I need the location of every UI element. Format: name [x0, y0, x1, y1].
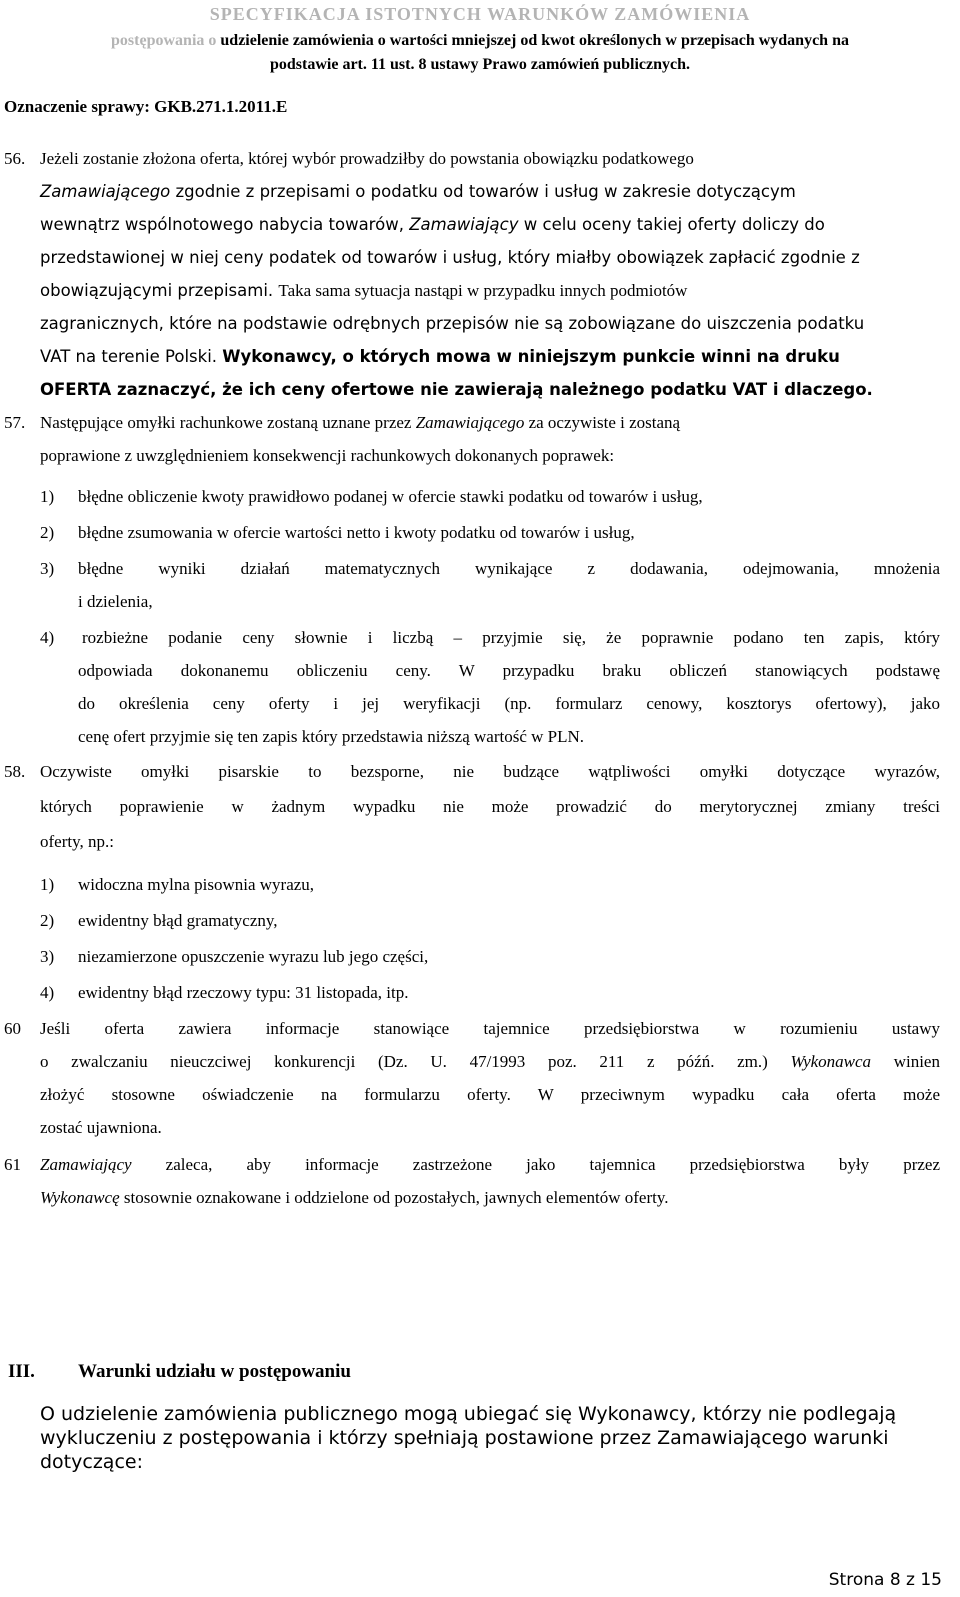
paragraph-61-line-2: [40, 1181, 940, 1214]
list-item: ewidentny błąd rzeczowy typu: 31 listopada, itp.: [78, 983, 409, 1002]
list-item: widoczna mylna pisownia wyrazu,: [78, 875, 315, 894]
page-number: Strona 8 z 15: [828, 1570, 942, 1590]
list-item-number: 3): [40, 947, 55, 966]
emphasis: Wykonawcę: [40, 1188, 120, 1207]
list-item: ewidentny błąd gramatyczny,: [78, 911, 278, 930]
emphasis: Zamawiający: [409, 215, 519, 234]
list-item-number: 4): [40, 983, 55, 1002]
text: VAT na terenie Polski.: [40, 347, 223, 366]
document-header-line: [0, 32, 960, 50]
list-item-continuation: odpowiada dokonanemu obliczeniu ceny. W przypadku braku obliczeń stanowiących podstawę: [78, 661, 940, 680]
emphasis: Zamawiającego: [40, 182, 171, 201]
paragraph-56-line-6: zagranicznych, które na podstawie odrębnych przepisów nie są zobowiązane do uiszczenia podatku: [40, 314, 865, 333]
text: za oczywiste i zostaną: [524, 413, 681, 432]
paragraph-57-line-1: [40, 406, 940, 439]
list-item: błędne wyniki działań matematycznych wynikające z dodawania, odejmowania, mnożenia: [78, 559, 940, 578]
list-item: niezamierzone opuszczenie wyrazu lub jego części,: [78, 947, 429, 966]
paragraph-60-line-1: Jeśli oferta zawiera informacje stanowiące tajemnice przedsiębiorstwa w rozumieniu ustawy: [40, 1019, 940, 1038]
list-item: rozbieżne podanie ceny słownie i liczbą – przyjmie się, że poprawnie podano ten zapis, który: [82, 628, 940, 647]
text: winien: [871, 1052, 940, 1071]
list-item-number: 2): [40, 523, 55, 542]
paragraph-56-line-5: [40, 274, 940, 307]
bold-text: Wykonawcy, o których mowa w niniejszym punkcie winni na druku: [222, 347, 840, 366]
paragraph-number-61: 61: [4, 1155, 21, 1174]
section-title: Warunki udziału w postępowaniu: [78, 1361, 351, 1382]
paragraph-number-56: 56.: [4, 149, 26, 168]
emphasis: Zamawiający: [40, 1155, 132, 1174]
list-item-number: 1): [40, 487, 55, 506]
emphasis: Wykonawca: [790, 1052, 872, 1071]
paragraph-60-line-4: zostać ujawniona.: [40, 1118, 162, 1137]
paragraph-60-line-2: [40, 1045, 940, 1078]
paragraph-56-line-8: OFERTA zaznaczyć, że ich ceny ofertowe nie zawierają należnego podatku VAT i dlaczego.: [40, 380, 873, 399]
text: obowiązującymi przepisami.: [40, 281, 279, 300]
paragraph-number-60: 60: [4, 1019, 21, 1038]
case-number: Oznaczenie sprawy: GKB.271.1.2011.E: [4, 97, 288, 116]
paragraph-58-line-3: oferty, np.:: [40, 832, 114, 851]
list-item-continuation: do określenia ceny oferty i jej weryfikacji (np. formularz cenowy, kosztorys ofertowy), jako: [78, 694, 940, 713]
paragraph-56-line-4: przedstawionej w niej ceny podatek od towarów i usług, który miałby obowiązek zapłacić zgodnie z: [40, 248, 860, 267]
text: stosownie oznakowane i oddzielone od pozostałych, jawnych elementów oferty.: [119, 1188, 669, 1207]
paragraph-57-line-2: poprawione z uwzględnieniem konsekwencji rachunkowych dokonanych poprawek:: [40, 446, 615, 465]
text: o zwalczaniu nieuczciwej konkurencji (Dz. U. 47/1993 poz. 211 z późń. zm.): [40, 1052, 791, 1071]
list-item-number: 4): [40, 628, 55, 647]
paragraph-60-line-3: złożyć stosowne oświadczenie na formularzu oferty. W przeciwnym wypadku cała oferta może: [40, 1085, 940, 1104]
paragraph-56-line-3: [40, 208, 940, 241]
list-item-number: 3): [40, 559, 55, 578]
header-faded-text: postępowania o: [111, 32, 217, 49]
emphasis: Zamawiającego: [415, 413, 525, 432]
document-header-title: SPECYFIKACJA ISTOTNYCH WARUNKÓW ZAMÓWIENIA: [209, 4, 751, 24]
paragraph-number-57: 57.: [4, 413, 26, 432]
list-item-number: 2): [40, 911, 55, 930]
paragraph-56-line-1: Jeżeli zostanie złożona oferta, której wybór prowadziłby do powstania obowiązku podatkowego: [40, 149, 694, 168]
paragraph-61-line-1: [40, 1148, 940, 1181]
paragraph-number-58: 58.: [4, 762, 26, 781]
text: Następujące omyłki rachunkowe zostaną uznane przez: [40, 413, 416, 432]
list-item-number: 1): [40, 875, 55, 894]
paragraph-58-line-2: których poprawienie w żadnym wypadku nie może prowadzić do merytorycznej zmiany treści: [40, 797, 940, 816]
document-header-line-2: podstawie art. 11 ust. 8 ustawy Prawo zamówień publicznych.: [269, 56, 690, 73]
header-text: udzielenie zamówienia o wartości mniejszej od kwot określonych w przepisach wydanych na: [220, 32, 849, 49]
list-item: błędne zsumowania w ofercie wartości netto i kwoty podatku od towarów i usług,: [78, 523, 635, 542]
text: w celu oceny takiej oferty doliczy do: [518, 215, 825, 234]
text: Taka sama sytuacja nastąpi w przypadku innych podmiotów: [278, 281, 688, 300]
paragraph-58-line-1: Oczywiste omyłki pisarskie to bezsporne, nie budzące wątpliwości omyłki dotyczące wyrazów,: [40, 762, 940, 781]
list-item-continuation: cenę ofert przyjmie się ten zapis który przedstawia niższą wartość w PLN.: [78, 727, 585, 746]
section-body: O udzielenie zamówienia publicznego mogą ubiegać się Wykonawcy, którzy nie podlegają wykluczeniu z postępowania i którzy spełniają postawione przez Zamawiającego warunki dotyczące:: [40, 1403, 897, 1473]
list-item-continuation: i dzielenia,: [78, 592, 153, 611]
paragraph-56-line-7: [40, 340, 940, 373]
text: zgodnie z przepisami o podatku od towarów i usług w zakresie dotyczącym: [170, 182, 796, 201]
list-item: błędne obliczenie kwoty prawidłowo podanej w ofercie stawki podatku od towarów i usług,: [78, 487, 703, 506]
text: wewnątrz wspólnotowego nabycia towarów,: [40, 215, 410, 234]
section-number: III.: [8, 1361, 35, 1382]
paragraph-56-line-2: [40, 175, 940, 208]
text: zaleca, aby informacje zastrzeżone jako tajemnica przedsiębiorstwa były przez: [131, 1155, 940, 1174]
